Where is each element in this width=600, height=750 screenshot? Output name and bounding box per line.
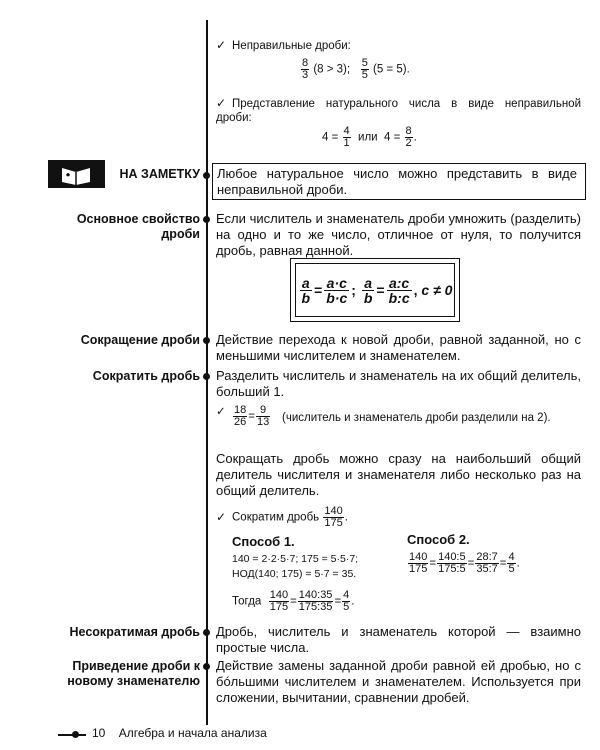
method1-result: Тогда $\frac{140}{175}$ = $\frac{140:35}{175:35}$ = $\frac{4}{5}$ .: [232, 589, 355, 613]
bullet-dot-icon: [72, 731, 79, 738]
basic-property-formula: a b = a·c b·c ; a b = a:c b:c , c ≠ 0: [295, 263, 455, 317]
reduction-label: Сокращение дроби: [80, 333, 200, 347]
new-denominator-label: Приведение дроби к новому знаменателю: [67, 659, 200, 688]
note-text: Любое натуральное число можно представить в виде неправильной дроби.: [217, 166, 577, 197]
reduce-label: Сократить дробь: [92, 369, 200, 383]
book-title: Алгебра и начала анализа: [118, 726, 267, 740]
irreducible-text: Дробь, числитель и знаменатель которой — взаимно простые числа.: [216, 624, 581, 655]
method1-line1: 140 = 2·2·5·7; 175 = 5·5·7;: [232, 553, 359, 565]
basic-property-text: Если числитель и знаменатель дроби умножить (разделить) на одно и то же число, отличное от нуля, то получится дробь, равная данной.: [216, 211, 581, 258]
reduction-text: Действие перехода к новой дроби, равной заданной, но с меньшими числителем и знаменателем.: [216, 332, 581, 363]
check-icon: ✓: [216, 96, 227, 110]
bullet-dot-icon: [203, 216, 210, 223]
bullet-dot-icon: [203, 629, 210, 636]
footer: [92, 726, 267, 740]
method2-title: Способ 2.: [407, 532, 470, 547]
reduce-text2: Сокращать дробь можно сразу на наибольший общий делитель числителя и знаменателя либо несколько раз на общий делитель.: [216, 451, 581, 498]
improper-title: ✓ Неправильные дроби:: [216, 38, 351, 52]
check-icon: ✓: [216, 509, 227, 524]
bullet-dot-icon: [203, 337, 210, 344]
note-label: НА ЗАМЕТКУ: [119, 167, 200, 181]
natural-repr-title: ✓ Представление натурального числа в виде неправильной дроби:: [216, 96, 581, 124]
reduce-example-intro: ✓ Сократим дробь $\frac{140}{175}$ .: [216, 505, 348, 529]
new-denominator-text: Действие замены заданной дроби равной ей дробью, но с бóльшими числителем и знаменателем. Используется при сложении, вычитании, сравнении дробей.: [216, 658, 581, 705]
bullet-dot-icon: [203, 373, 210, 380]
page-number: 10: [92, 726, 106, 740]
reduce-example-fraction: $\frac{18}{26}$ = $\frac{9}{13}$: [234, 404, 270, 428]
method1-title: Способ 1.: [232, 534, 295, 549]
check-icon: ✓: [216, 406, 226, 418]
bullet-dot-icon: [203, 663, 210, 670]
open-book-icon: [48, 160, 105, 188]
formula-box: [290, 258, 460, 322]
method2-chain: $\frac{140}{175}$ = $\frac{140:5}{175:5}$ = $\frac{28:7}{35:7}$ = $\frac{4}{5}$ .: [409, 551, 520, 575]
check-icon: ✓: [216, 38, 227, 52]
basic-property-label: Основное свойство дроби: [76, 212, 200, 241]
method1-line2: НОД(140; 175) = 5·7 = 35.: [232, 568, 357, 580]
reduce-text: Разделить числитель и знаменатель на их общий делитель, больший 1.: [216, 368, 581, 399]
reduce-example-note: (числитель и знаменатель дроби разделили на 2).: [282, 412, 551, 424]
natural-repr-examples: 4 = $\frac{4}{1}$ или 4 = $\frac{8}{2}$ .: [322, 125, 417, 149]
irreducible-label: Несократимая дробь: [69, 625, 200, 639]
improper-examples: $\frac{8}{3}$ (8 > 3); $\frac{5}{5}$ (5 = 5).: [302, 57, 410, 81]
bullet-dot-icon: [203, 172, 210, 179]
